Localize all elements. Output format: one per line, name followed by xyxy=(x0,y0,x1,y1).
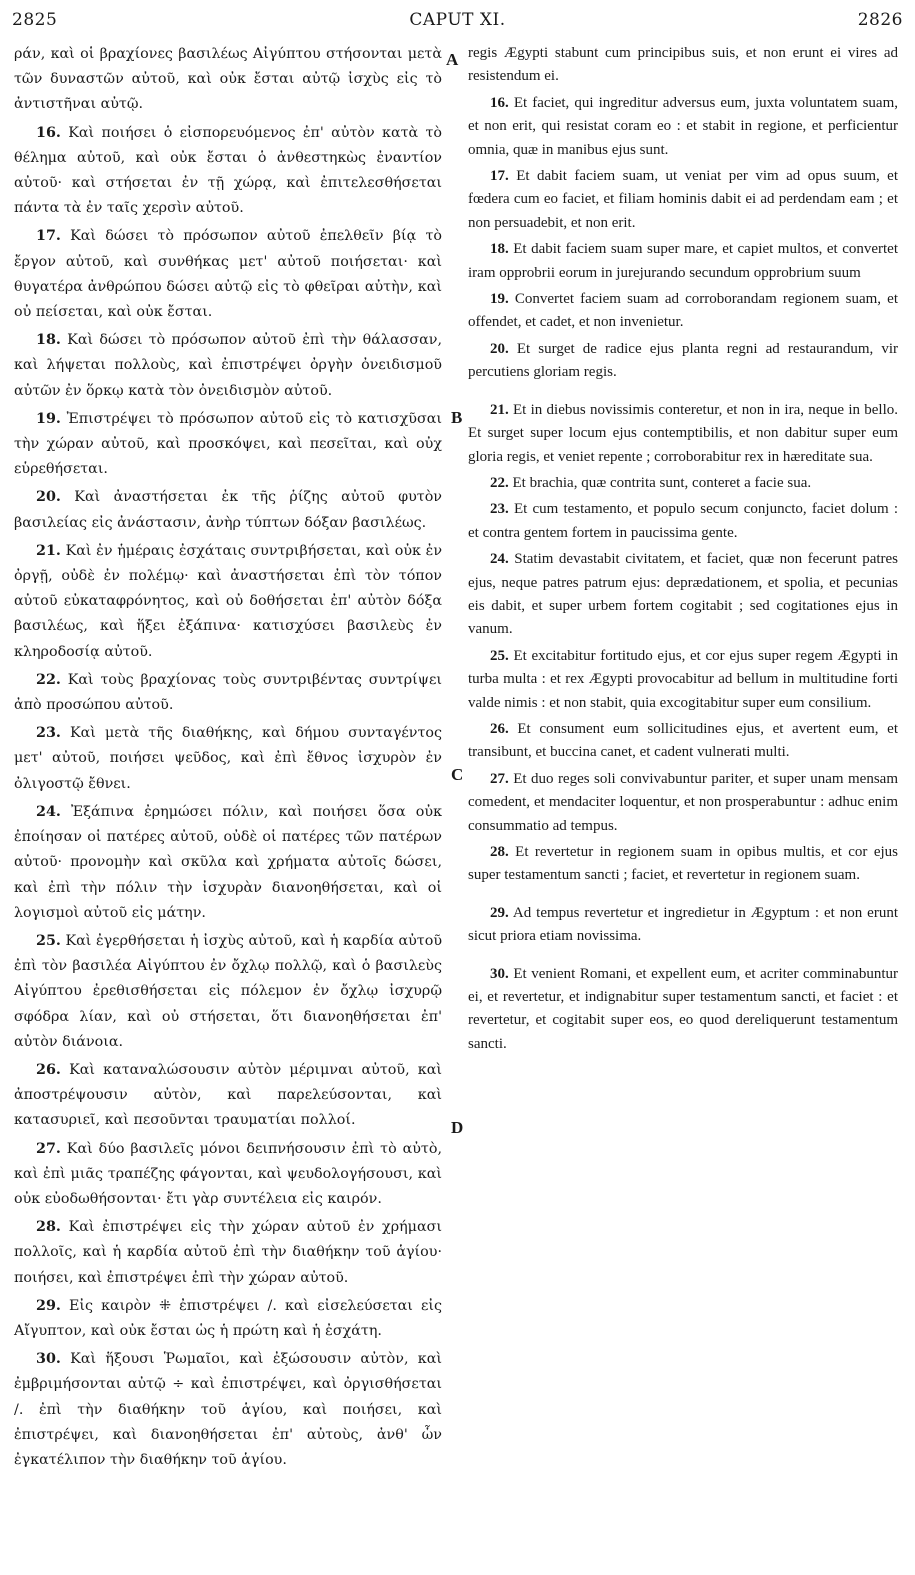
greek-verse xyxy=(14,121,442,222)
verse-number: 18. xyxy=(490,241,509,258)
latin-verse xyxy=(468,963,898,1057)
latin-verse xyxy=(468,399,898,469)
verse-text: Καὶ δώσει τὸ πρόσωπον αὐτοῦ ἐπελθεῖν βίᾳ τὸ ἔργον αὐτοῦ, καὶ συνθήκας μετ' αὐτοῦ ποιήσεται· καὶ θυγατέρα ἀνθρώπου δώσει αὐτῷ εἰς τὸ φθεῖραι αὐτὴν, καὶ οὐ πείσεται, καὶ οὐκ ἔσται. xyxy=(14,228,443,321)
verse-number: 29. xyxy=(490,904,509,921)
greek-verse xyxy=(14,1137,442,1213)
verse-text: Et excitabitur fortitudo ejus, et cor ejus super regem Ægypti in turba multa : et rex Ægypti provocabitur ad bellum in multitudine forti valde nimis : et non stabit, quia excogitabitur super eum consilium. xyxy=(468,647,899,711)
verse-text: Et duo reges soli convivabuntur pariter, et super unam mensam comedent, et mendaciter loquentur, et non prosperabuntur : adhuc enim consummatio ad tempus. xyxy=(468,770,898,834)
greek-verse xyxy=(14,668,442,718)
verse-text: Et brachia, quæ contrita sunt, conteret a facie sua. xyxy=(512,474,812,491)
verse-number: 28. xyxy=(36,1219,61,1236)
greek-verse xyxy=(14,721,442,797)
verse-number: 24. xyxy=(36,803,61,820)
latin-verse xyxy=(468,768,898,838)
greek-verse xyxy=(14,1058,442,1134)
margin-marker-b: B xyxy=(451,408,463,427)
latin-verse xyxy=(468,548,898,642)
verse-text: Καὶ ἐγερθήσεται ἡ ἰσχὺς αὐτοῦ, καὶ ἡ καρδία αὐτοῦ ἐπὶ τὸν βασιλέα Αἰγύπτου ἐν ὄχλῳ πολλῷ, καὶ ὁ βασιλεὺς Αἰγύπτου ἐρεθισθήσεται εἰς πόλεμον ἐν ὄχλῳ ἰσχυρῷ σφόδρα λίαν, καὶ οὐ στήσεται, ὅτι διανοηθήσεται ἐπ' αὐτὸν διάνοια. xyxy=(14,932,443,1050)
greek-verse xyxy=(14,224,442,325)
verse-text: Ἐπιστρέψει τὸ πρόσωπον αὐτοῦ εἰς τὸ κατισχῦσαι τὴν χώραν αὐτοῦ, καὶ προσκόψει, καὶ πεσεῖται, καὶ οὐχ εὑρεθήσεται. xyxy=(14,410,442,478)
latin-verse xyxy=(468,288,898,335)
verse-number: 29. xyxy=(36,1297,61,1314)
verse-text: Καὶ καταναλώσουσιν αὐτὸν μέριμναι αὐτοῦ, καὶ ἀποστρέψουσιν αὐτὸν, καὶ παρελεύσονται, καὶ κατασυριεῖ, καὶ πεσοῦνται τραυματίαι πολλοί. xyxy=(14,1061,442,1129)
margin-marker-d: D xyxy=(451,1118,464,1137)
verse-text: Καὶ ἐπιστρέψει εἰς τὴν χώραν αὐτοῦ ἐν χρήμασι πολλοῖς, καὶ ἡ καρδία αὐτοῦ ἐπὶ τὴν διαθήκην τοῦ ἁγίου· ποιήσει, καὶ ἐπιστρέψει ἐπὶ τὴν χώραν αὐτοῦ. xyxy=(14,1219,442,1286)
greek-verse xyxy=(14,1347,442,1473)
verse-number: 25. xyxy=(490,647,509,664)
verse-text: Et revertetur in regionem suam in opibus multis, et cor ejus super testamentum sancti ; faciet, et revertetur in regionem suam. xyxy=(468,844,899,884)
verse-text: Καὶ ἀναστήσεται ἐκ τῆς ῥίζης αὐτοῦ φυτὸν βασιλείας εἰς ἀνάστασιν, ἀνὴρ τύπτων δόξαν βασιλέως. xyxy=(14,489,442,531)
page-header xyxy=(12,10,903,36)
verse-text: Et faciet, qui ingreditur adversus eum, juxta voluntatem suam, et non erit, qui resistat coram eo : et stabit in regione, et perficientur omnia, quæ in manibus ejus sunt. xyxy=(468,94,899,158)
greek-verse xyxy=(14,485,442,535)
greek-verse xyxy=(14,539,442,665)
latin-column xyxy=(468,42,898,1059)
verse-text: Καὶ μετὰ τῆς διαθήκης, καὶ δήμου συνταγέντος μετ' αὐτοῦ, ποιήσει ψεῦδος, καὶ ἐπὶ ἔθνος ἰσχυρὸν ἐν ὀλιγοστῷ ἔθνει. xyxy=(14,725,442,792)
verse-number: 27. xyxy=(36,1140,61,1157)
latin-verse xyxy=(468,165,898,235)
latin-verse xyxy=(468,498,898,545)
verse-number: 26. xyxy=(36,1061,61,1078)
verse-text: Et dabit faciem suam super mare, et capiet multos, et convertet iram opprobrii eorum in jurejurando secundum opprobrium suum xyxy=(468,241,899,281)
verse-text: Et cum testamento, et populo secum conjuncto, faciet dolum : et contra gentem fortem in paucissima gente. xyxy=(468,501,899,541)
verse-number: 17. xyxy=(36,228,61,245)
verse-number: 17. xyxy=(490,168,509,185)
verse-text: ράν, καὶ οἱ βραχίονες βασιλέως Αἰγύπτου στήσονται μετὰ τῶν δυναστῶν αὐτοῦ, καὶ οὐκ ἔσται αὐτῷ ἰσχὺς εἰς τὸ ἀντιστῆναι αὐτῷ. xyxy=(14,46,442,113)
verse-text: Καὶ ἥξουσι Ῥωμαῖοι, καὶ ἐξώσουσιν αὐτὸν, καὶ ἐμβριμήσονται αὐτῷ ÷ καὶ ἐπιστρέψει, καὶ ὀργισθήσεται /. ἐπὶ τὴν διαθήκην τοῦ ἁγίου, καὶ ποιήσει, καὶ ἐπιστρέψει, καὶ διανοηθήσεται ἐπ' αὐτοὺς, ἀνθ' ὧν ἐγκατέλιπον τὴν διαθήκην τοῦ ἁγίου. xyxy=(14,1351,443,1468)
greek-verse xyxy=(14,42,442,118)
verse-number: 22. xyxy=(36,671,61,688)
greek-verse xyxy=(14,1215,442,1291)
latin-verse xyxy=(468,645,898,715)
margin-marker-a: A xyxy=(446,50,459,69)
verse-text: Καὶ ἐν ἡμέραις ἐσχάταις συντριβήσεται, καὶ οὐκ ἐν ὀργῇ, οὐδὲ ἐν πολέμῳ· καὶ ἀναστήσεται ἐπὶ τὸν τόπον αὐτοῦ εὐκαταφρόνητος, καὶ οὐ δοθήσεται ἐπ' αὐτὸν δόξα βασιλέως, καὶ ἥξει ἐξάπινα· κατισχύσει βασιλεὺς ἐν κληροδοσίᾳ αὐτοῦ. xyxy=(14,542,443,660)
latin-verse xyxy=(468,338,898,385)
verse-text: Καὶ ποιήσει ὁ εἰσπορευόμενος ἐπ' αὐτὸν κατὰ τὸ θέλημα αὐτοῦ, καὶ οὐκ ἔσται ὁ ἀνθεστηκὼς ἐναντίον αὐτοῦ· καὶ στήσεται ἐν τῇ χώρᾳ, καὶ ἐπιτελεσθήσεται πάντα τὰ ἐν ταῖς χερσὶν αὐτοῦ. xyxy=(14,124,443,217)
greek-verse xyxy=(14,328,442,404)
latin-verse xyxy=(468,42,898,89)
page-number-left: 2825 xyxy=(12,10,58,30)
latin-verse xyxy=(468,718,898,765)
verse-text: Καὶ δύο βασιλεῖς μόνοι δειπνήσουσιν ἐπὶ τὸ αὐτὸ, καὶ ἐπὶ μιᾶς τραπέζης φάγονται, καὶ ψευδολογήσουσι, καὶ οὐκ εὐοδωθήσονται· ἔτι γὰρ συντέλεια εἰς καιρόν. xyxy=(14,1140,442,1207)
verse-number: 28. xyxy=(490,844,509,860)
greek-verse xyxy=(14,929,442,1055)
verse-number: 22. xyxy=(490,474,509,491)
verse-number: 21. xyxy=(36,542,61,559)
verse-text: Καὶ δώσει τὸ πρόσωπον αὐτοῦ ἐπὶ τὴν θάλασσαν, καὶ λήψεται πολλοὺς, καὶ ἐπιστρέψει ὀργὴν ὀνειδισμοῦ αὐτῶν ἐν ὅρκῳ κατὰ τὸν ὀνειδισμὸν αὐτοῦ. xyxy=(14,332,443,399)
margin-marker-c: C xyxy=(451,765,464,784)
verse-number: 20. xyxy=(490,340,509,357)
verse-text: Et dabit faciem suam, ut veniat per vim ad opus suum, et fœdera cum eo faciet, et filiam hominis dabit ei ad perdendam eam ; et non persuadebit, et non erit. xyxy=(468,168,899,231)
verse-text: Et in diebus novissimis conteretur, et non in ira, neque in bello. Et surget super locum ejus contemptibilis, et non dabitur super eum gloria regis, et veniet repente ; corroborabitur rex in hæreditate sua. xyxy=(468,401,898,465)
verse-text: Εἰς καιρὸν ⁜ ἐπιστρέψει /. καὶ εἰσελεύσεται εἰς Αἴγυπτον, καὶ οὐκ ἔσται ὡς ἡ πρώτη καὶ ἡ ἐσχάτη. xyxy=(14,1297,442,1339)
latin-verse xyxy=(468,472,898,495)
verse-text: Et venient Romani, et expellent eum, et acriter comminabuntur ei, et revertetur, et indignabitur super testamentum sancti, et faciet : et revertetur, et cogitabit super eos, eo quod dereliquerunt testamentum sancti. xyxy=(468,965,898,1052)
chapter-title: CAPUT XI. xyxy=(409,10,506,30)
verse-text: Ad tempus revertetur et ingredietur in Ægyptum : et non erunt sicut priora etiam novissima. xyxy=(468,904,898,945)
verse-text: Convertet faciem suam ad corroborandam regionem suam, et offendet, et cadet, et non invenietur. xyxy=(468,291,898,331)
verse-number: 26. xyxy=(490,720,509,737)
verse-text: Καὶ τοὺς βραχίονας τοὺς συντριβέντας συντρίψει ἀπὸ προσώπου αὐτοῦ. xyxy=(14,671,443,714)
page-number-right: 2826 xyxy=(857,10,903,30)
verse-text: regis Ægypti stabunt cum principibus suis, et non erunt ei vires ad resistendum ei. xyxy=(468,45,898,85)
greek-verse xyxy=(14,407,442,483)
latin-verse xyxy=(468,92,898,162)
verse-number: 21. xyxy=(490,401,509,418)
verse-text: Et consument eum sollicitudines ejus, et avertent eum, et transibunt, et buccina canet, et cadent vulnerati multi. xyxy=(468,720,898,761)
latin-verse xyxy=(468,238,898,285)
greek-verse xyxy=(14,800,442,926)
verse-text: Ἐξάπινα ἐρημώσει πόλιν, καὶ ποιήσει ὅσα οὐκ ἐποίησαν οἱ πατέρες αὐτοῦ, οὐδὲ οἱ πατέρες τῶν πατέρων αὐτοῦ· προνομὴν καὶ σκῦλα καὶ χρήματα αὐτοῖς δώσει, καὶ ἐπὶ τὴν πόλιν τὴν ἰσχυρὰν διανοηθήσεται, καὶ οἱ λογισμοὶ αὐτοῦ εἰς μάτην. xyxy=(14,803,442,921)
verse-number: 23. xyxy=(36,725,61,742)
verse-number: 16. xyxy=(36,124,61,141)
verse-number: 30. xyxy=(490,965,509,982)
verse-text: Statim devastabit civitatem, et faciet, quæ non fecerunt patres ejus, neque patres patrum ejus: deprædationem, et spolia, et pecunias eis dabit, et super urbem fortem cogitabit ; sed cogitationes ejus in vanum. xyxy=(468,551,899,638)
latin-verse xyxy=(468,841,898,888)
verse-number: 20. xyxy=(36,489,61,506)
verse-number: 16. xyxy=(490,94,509,111)
latin-verse xyxy=(468,902,898,949)
verse-text: Et surget de radice ejus planta regni ad restaurandum, vir percutiens gloriam regis. xyxy=(468,340,898,381)
verse-number: 19. xyxy=(490,291,509,308)
verse-number: 19. xyxy=(36,410,61,427)
verse-number: 23. xyxy=(490,501,509,518)
verse-number: 30. xyxy=(36,1351,61,1368)
verse-number: 25. xyxy=(36,932,61,949)
verse-number: 27. xyxy=(490,770,509,787)
greek-column xyxy=(14,42,442,1476)
verse-number: 18. xyxy=(36,332,61,349)
greek-verse xyxy=(14,1294,442,1344)
verse-number: 24. xyxy=(490,551,509,568)
